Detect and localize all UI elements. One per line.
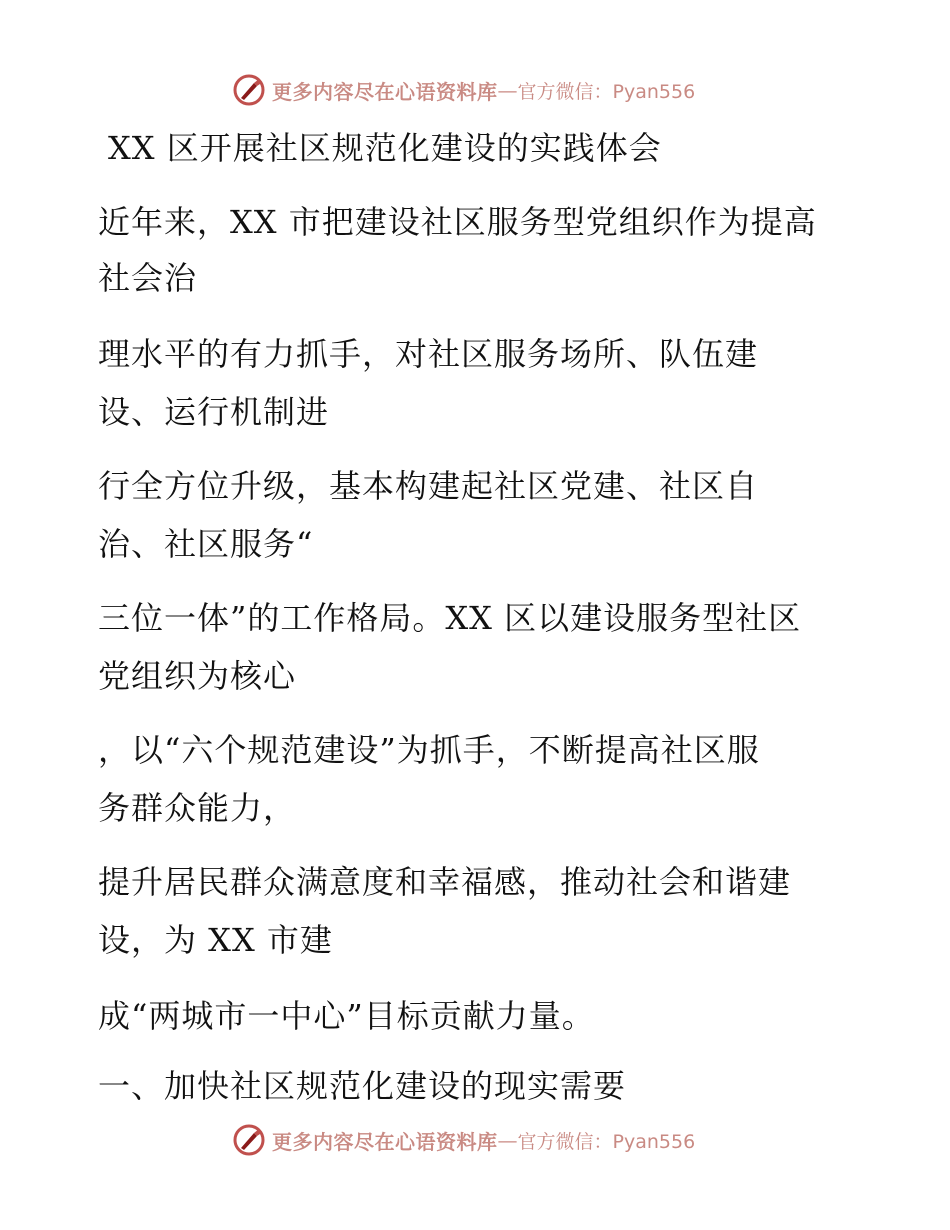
watermark-main-text: 更多内容尽在心语资料库	[272, 79, 498, 104]
paragraph-line: ，以“六个规范建设”为抓手，不断提高社区服	[98, 731, 760, 769]
paragraph-line: 行全方位升级，基本构建起社区党建、社区自	[98, 467, 759, 505]
paragraph-line: 治、社区服务“	[98, 525, 314, 563]
paragraph-line: 近年来，XX 市把建设社区服务型党组织作为提高	[98, 203, 817, 241]
section-heading: 一、加快社区规范化建设的现实需要	[98, 1067, 627, 1105]
paragraph-line: 务群众能力，	[98, 789, 297, 827]
paragraph-line: 党组织为核心	[98, 657, 297, 695]
watermark-main-text: 更多内容尽在心语资料库	[272, 1129, 498, 1154]
document-title: XX 区开展社区规范化建设的实践体会	[108, 129, 662, 167]
watermark-footer	[232, 1122, 695, 1158]
paragraph-line: 三位一体”的工作格局。XX 区以建设服务型社区	[98, 599, 802, 637]
paragraph-line: 成“两城市一中心”目标贡献力量。	[98, 997, 595, 1035]
watermark-header	[232, 72, 695, 108]
paragraph-line: 社会治	[98, 259, 198, 297]
watermark-dash: —	[497, 78, 518, 102]
watermark-account-text: 官方微信：Pyan556	[517, 1130, 696, 1153]
paragraph-line: 设，为 XX 市建	[98, 921, 333, 959]
paragraph-line: 理水平的有力抓手，对社区服务场所、队伍建	[98, 335, 759, 373]
watermark-dash: —	[497, 1128, 518, 1152]
paragraph-line: 设、运行机制进	[98, 393, 330, 431]
paragraph-line: 提升居民群众满意度和幸福感，推动社会和谐建	[98, 863, 792, 901]
feather-pen-logo-icon	[232, 1123, 266, 1157]
feather-pen-logo-icon	[232, 73, 266, 107]
watermark-account-text: 官方微信：Pyan556	[517, 80, 696, 103]
